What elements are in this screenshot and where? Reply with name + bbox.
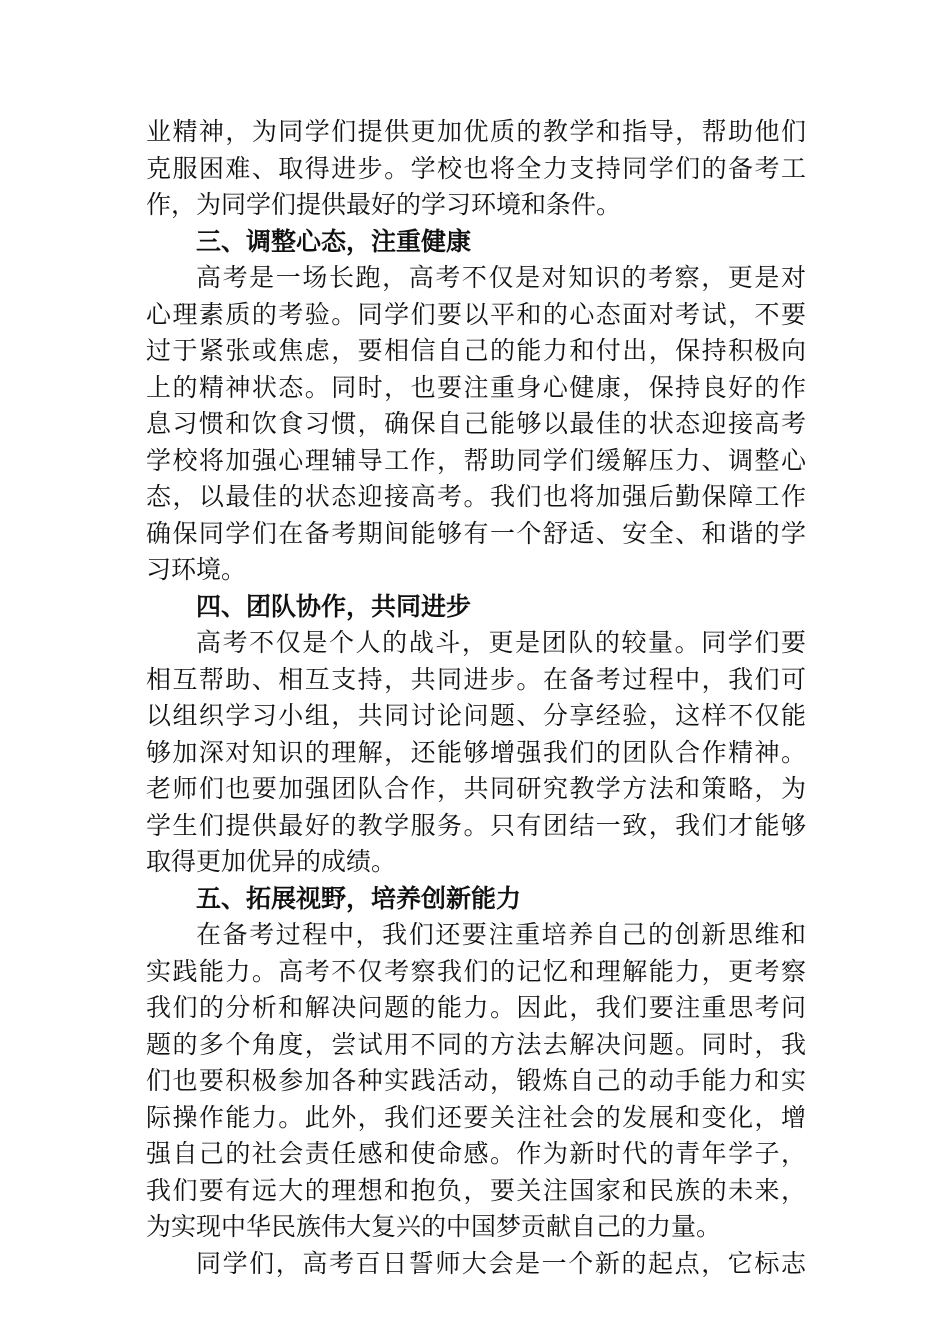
text-line: 业精神，为同学们提供更加优质的教学和指导，帮助他们	[146, 117, 806, 146]
text-line: 际操作能力。此外，我们还要关注社会的发展和变化，增	[146, 1102, 806, 1132]
text-line: 相互帮助、相互支持，共同进步。在备考过程中，我们可	[146, 664, 806, 694]
text-line: 在备考过程中，我们还要注重培养自己的创新思维和	[196, 920, 806, 949]
section-heading-3: 三、调整心态，注重健康	[196, 226, 472, 256]
text-line: 取得更加优异的成绩。	[146, 847, 397, 876]
text-line: 我们的分析和解决问题的能力。因此，我们要注重思考问	[146, 993, 806, 1022]
text-line: 态，以最佳的状态迎接高考。我们也将加强后勤保障工作	[146, 482, 806, 511]
text-line: 心理素质的考验。同学们要以平和的心态面对考试，不要	[146, 299, 806, 329]
text-line: 确保同学们在备考期间能够有一个舒适、安全、和谐的学	[146, 518, 806, 548]
text-line: 们也要积极参加各种实践活动，锻炼自己的动手能力和实	[146, 1066, 806, 1095]
text-line: 实践能力。高考不仅考察我们的记忆和理解能力，更考察	[146, 956, 806, 986]
text-line: 以组织学习小组，共同讨论问题、分享经验，这样不仅能	[146, 701, 806, 730]
text-line: 高考不仅是个人的战斗，更是团队的较量。同学们要	[196, 628, 806, 657]
text-line: 强自己的社会责任感和使命感。作为新时代的青年学子，	[146, 1139, 806, 1168]
text-line: 题的多个角度，尝试用不同的方法去解决问题。同时，我	[146, 1029, 806, 1059]
text-line: 过于紧张或焦虑，要相信自己的能力和付出，保持积极向	[146, 336, 806, 365]
text-line: 作，为同学们提供最好的学习环境和条件。	[146, 190, 622, 219]
text-line: 息习惯和饮食习惯，确保自己能够以最佳的状态迎接高考	[146, 409, 806, 438]
text-line: 学生们提供最好的教学服务。只有团结一致，我们才能够	[146, 810, 806, 840]
text-line: 上的精神状态。同时，也要注重身心健康，保持良好的作	[146, 372, 806, 402]
text-line: 高考是一场长跑，高考不仅是对知识的考察，更是对	[196, 263, 806, 292]
text-line: 我们要有远大的理想和抱负，要关注国家和民族的未来，	[146, 1175, 806, 1205]
text-line: 习环境。	[146, 555, 247, 584]
section-heading-5: 五、拓展视野，培养创新能力	[196, 883, 522, 913]
text-line: 为实现中华民族伟大复兴的中国梦贡献自己的力量。	[146, 1212, 722, 1241]
text-line: 够加深对知识的理解，还能够增强我们的团队合作精神。	[146, 737, 806, 767]
text-line: 克服困难、取得进步。学校也将全力支持同学们的备考工	[146, 153, 806, 183]
text-line: 同学们，高考百日誓师大会是一个新的起点，它标志	[196, 1248, 806, 1278]
section-heading-4: 四、团队协作，共同进步	[196, 591, 472, 621]
text-line: 老师们也要加强团队合作，共同研究教学方法和策略，为	[146, 774, 806, 803]
text-line: 学校将加强心理辅导工作，帮助同学们缓解压力、调整心	[146, 445, 806, 475]
document-body	[146, 114, 806, 1282]
